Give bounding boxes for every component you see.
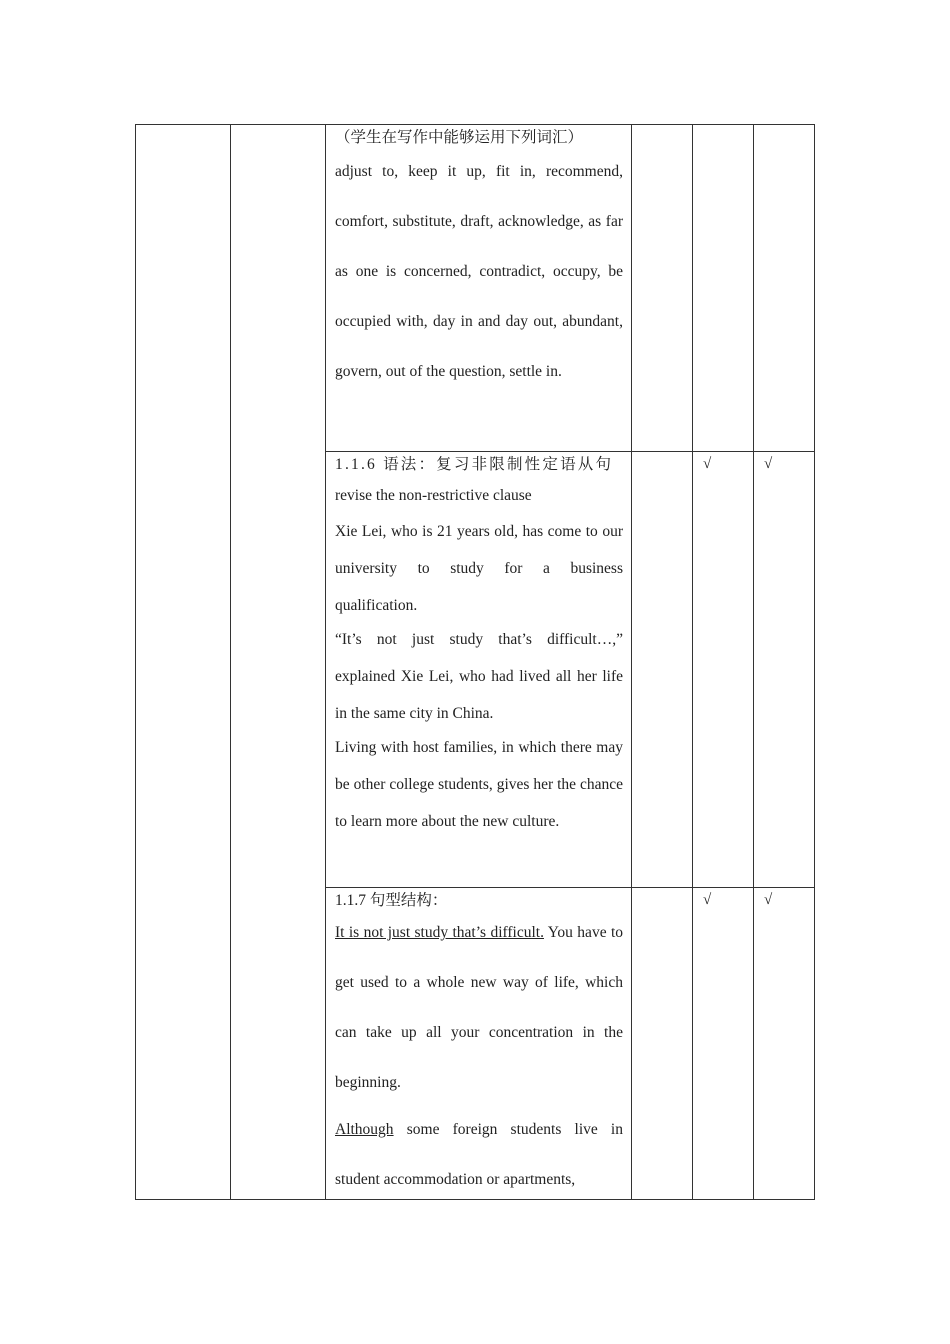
structure-paragraph-2: [335, 1105, 623, 1199]
paragraph-text: You have to get used to a whole new way of life, which can take up all your concentration in the beginning.: [335, 924, 624, 1091]
grammar-heading: 1.1.6 语法：复习非限制性定语从句: [335, 456, 614, 473]
paragraph-text: some foreign students live in student accommodation or apartments,: [335, 1121, 623, 1188]
cell-check-col6: [754, 888, 815, 1200]
underlined-word: Although: [335, 1121, 394, 1138]
cell-check-col5: [693, 452, 754, 888]
cell-empty-col4: [632, 125, 693, 452]
cell-empty-col4: [632, 452, 693, 888]
cell-empty-col6: [754, 125, 815, 452]
grammar-example-1: Xie Lei, who is 21 years old, has come to our university to study for a business qualification.: [335, 523, 623, 614]
cell-empty-col4: [632, 888, 693, 1200]
cell-grammar: [326, 452, 632, 888]
check-mark: √: [703, 892, 712, 908]
document-table: [135, 124, 815, 1200]
table-row-vocabulary: [136, 125, 815, 452]
underlined-phrase: It is not just study that’s difficult.: [335, 924, 544, 941]
structure-heading: 1.1.7 句型结构：: [335, 892, 448, 909]
cell-vocabulary: [326, 125, 632, 452]
grammar-example-2: “It’s not just study that’s difficult…,” explained Xie Lei, who had lived all her life in the same city in China.: [335, 631, 623, 722]
vocabulary-list: adjust to, keep it up, fit in, recommend, comfort, substitute, draft, acknowledge, as far as one is concerned, contradict, occupy, be occupied with, day in and day out, abundant, govern, out of the question, settle in.: [335, 163, 623, 380]
check-mark: √: [764, 456, 773, 472]
cell-check-col5: [693, 888, 754, 1200]
grammar-example-3: Living with host families, in which there may be other college students, gives her the chance to learn more about the new culture.: [335, 739, 623, 830]
cell-check-col6: [754, 452, 815, 888]
cell-empty-col5: [693, 125, 754, 452]
cell-sentence-structure: [326, 888, 632, 1200]
check-mark: √: [764, 892, 773, 908]
grammar-subheading: revise the non-restrictive clause: [335, 487, 532, 504]
check-mark: √: [703, 456, 712, 472]
structure-paragraph-1: [335, 908, 623, 1108]
vocabulary-note: （学生在写作中能够运用下列词汇）: [335, 129, 584, 146]
cell-empty-col1: [136, 125, 231, 1200]
cell-empty-col2: [231, 125, 326, 1200]
